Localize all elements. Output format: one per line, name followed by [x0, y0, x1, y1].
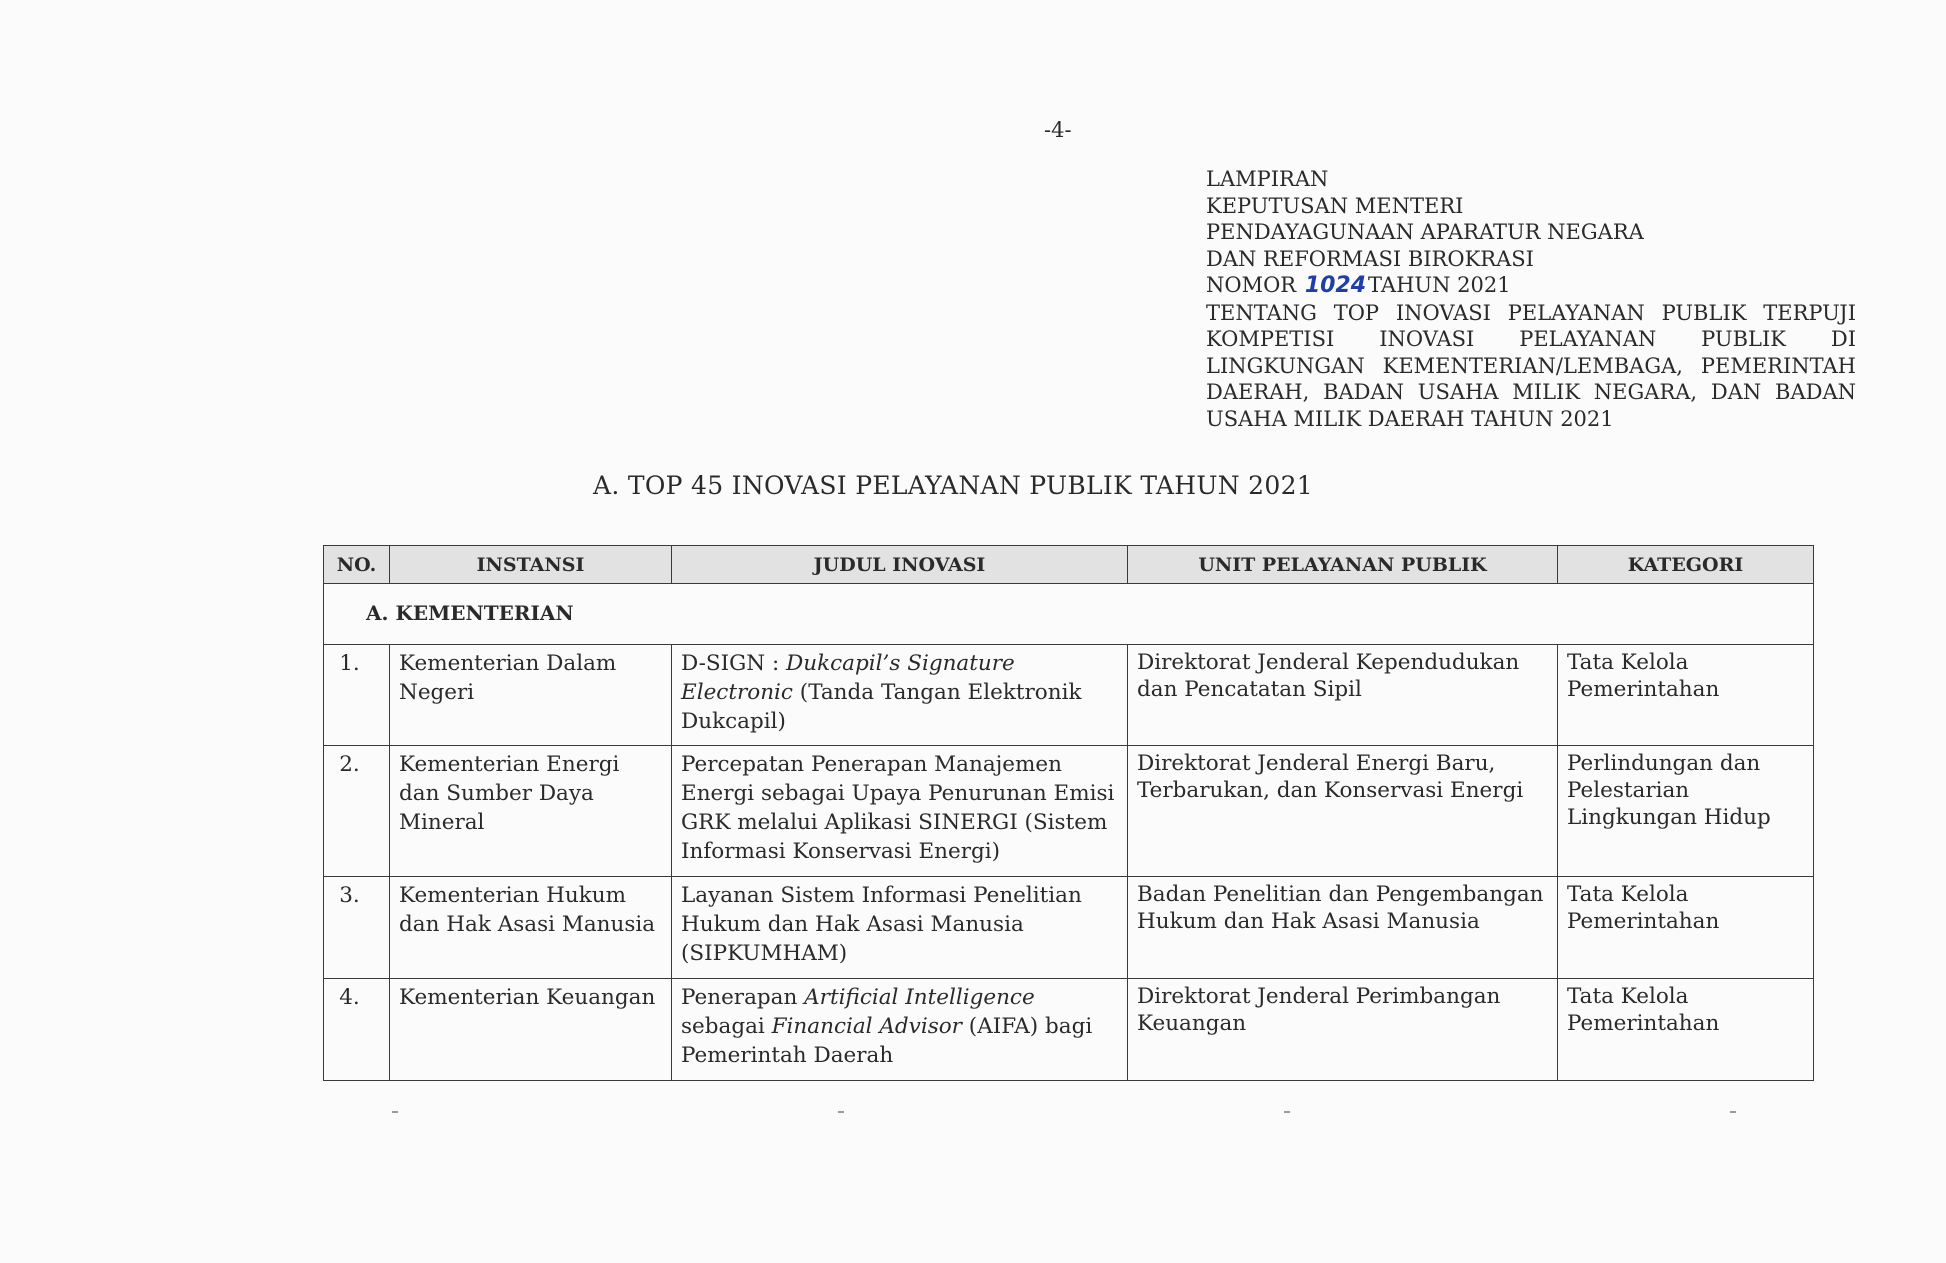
header-kategori: KATEGORI	[1558, 546, 1814, 584]
cell-kategori: Tata Kelola Pemerintahan	[1558, 645, 1814, 746]
table-row	[324, 645, 1814, 746]
table-row	[324, 877, 1814, 979]
cell-instansi: Kementerian Hukum dan Hak Asasi Manusia	[390, 877, 672, 979]
header-judul-inovasi: JUDUL INOVASI	[672, 546, 1128, 584]
cell-unit: Badan Penelitian dan Pengembangan Hukum dan Hak Asasi Manusia	[1128, 877, 1558, 979]
cell-no: 2.	[324, 746, 390, 877]
cell-unit: Direktorat Jenderal Energi Baru, Terbarukan, dan Konservasi Energi	[1128, 746, 1558, 877]
judul-text: (AIFA) bagi Pemerintah Daerah	[681, 1014, 1093, 1068]
judul-italic: Financial Advisor	[771, 1014, 962, 1039]
cell-kategori: Tata Kelola Pemerintahan	[1558, 979, 1814, 1081]
tentang-line: TENTANG TOP INOVASI PELAYANAN PUBLIK TERPUJI	[1206, 300, 1856, 325]
tentang-line: KOMPETISI INOVASI PELAYANAN PUBLIK DI	[1206, 327, 1856, 351]
cell-instansi: Kementerian Dalam Negeri	[390, 645, 672, 746]
table-row	[324, 746, 1814, 877]
group-row	[324, 584, 1814, 645]
judul-italic: Artificial Intelligence	[804, 985, 1035, 1010]
table-header-row	[324, 546, 1814, 584]
scan-mark	[392, 1111, 398, 1113]
cell-no: 4.	[324, 979, 390, 1081]
lampiran-line: KEPUTUSAN MENTERI	[1206, 193, 1464, 218]
nomor-prefix: NOMOR	[1206, 273, 1297, 297]
lampiran-header	[1206, 166, 1856, 432]
lampiran-line: LAMPIRAN	[1206, 167, 1329, 191]
judul-text: D-SIGN :	[681, 651, 787, 676]
cell-no: 3.	[324, 877, 390, 979]
cell-judul: Percepatan Penerapan Manajemen Energi sebagai Upaya Penurunan Emisi GRK melalui Aplikasi SINERGI (Sistem Informasi Konservasi Energi)	[672, 746, 1128, 877]
group-label: A. KEMENTERIAN	[324, 584, 1814, 645]
cell-no: 1.	[324, 645, 390, 746]
lampiran-line: PENDAYAGUNAAN APARATUR NEGARA	[1206, 220, 1644, 244]
table-row	[324, 979, 1814, 1081]
lampiran-line: DAN REFORMASI BIROKRASI	[1206, 246, 1534, 271]
cell-instansi: Kementerian Energi dan Sumber Daya Mineral	[390, 746, 672, 877]
cell-kategori: Tata Kelola Pemerintahan	[1558, 877, 1814, 979]
scan-mark	[1730, 1111, 1736, 1113]
cell-kategori: Perlindungan dan Pelestarian Lingkungan Hidup	[1558, 746, 1814, 877]
section-title: A. TOP 45 INOVASI PELAYANAN PUBLIK TAHUN 2021	[593, 471, 1313, 500]
cell-unit: Direktorat Jenderal Perimbangan Keuangan	[1128, 979, 1558, 1081]
header-unit-pelayanan: UNIT PELAYANAN PUBLIK	[1128, 546, 1558, 584]
page-number: -4-	[1044, 118, 1072, 142]
cell-judul	[672, 979, 1128, 1081]
judul-text: Penerapan	[681, 985, 805, 1010]
header-instansi: INSTANSI	[390, 546, 672, 584]
nomor-handwritten: 1024	[1304, 273, 1367, 298]
cell-unit: Direktorat Jenderal Kependudukan dan Pencatatan Sipil	[1128, 645, 1558, 746]
cell-judul: Layanan Sistem Informasi Penelitian Hukum dan Hak Asasi Manusia (SIPKUMHAM)	[672, 877, 1128, 979]
header-no: NO.	[324, 546, 390, 584]
inovasi-table	[323, 545, 1814, 1081]
tentang-line: DAERAH, BADAN USAHA MILIK NEGARA, DAN BADAN	[1206, 380, 1856, 404]
tentang-line: LINGKUNGAN KEMENTERIAN/LEMBAGA, PEMERINTAH	[1206, 353, 1856, 378]
scan-mark	[1284, 1111, 1290, 1113]
nomor-line	[1206, 272, 1856, 300]
judul-text: sebagai	[681, 1014, 772, 1039]
cell-instansi: Kementerian Keuangan	[390, 979, 672, 1081]
judul-italic: Dukcapil’s Signature Electronic	[681, 651, 1015, 705]
lampiran-last-line: USAHA MILIK DAERAH TAHUN 2021	[1206, 406, 1614, 431]
cell-judul	[672, 645, 1128, 746]
scan-mark	[838, 1111, 844, 1113]
judul-text: (Tanda Tangan Elektronik Dukcapil)	[681, 680, 1082, 734]
nomor-suffix: TAHUN 2021	[1368, 273, 1511, 297]
